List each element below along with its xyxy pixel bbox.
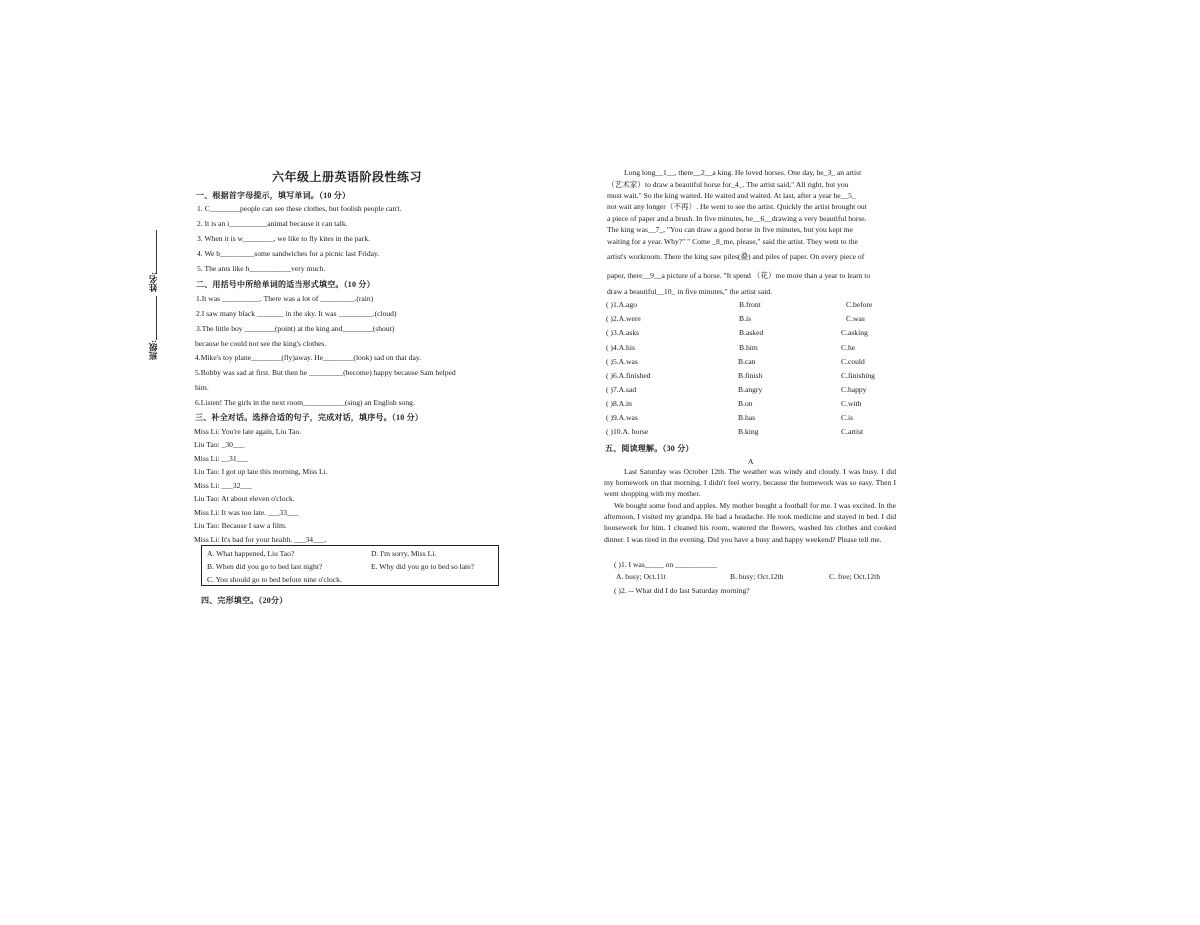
choice-5-b: B.can — [738, 357, 756, 366]
class-underline — [156, 296, 157, 340]
dialog-line-6: Liu Tao: At about eleven o'clock. — [194, 494, 295, 503]
sec1-item-1: 1. C________people can see these clothes, but foolish people can't. — [197, 204, 402, 213]
option-b: B. When did you go to bed last night? — [207, 562, 323, 571]
choice-8-a: ( )8.A.in — [606, 399, 632, 408]
choice-4-c: C.he — [841, 343, 856, 352]
passage-line-1: Long long__1__, there__2__a king. He loved horses. One day, he_3_ an artist — [624, 168, 862, 177]
passage-line-9: paper, there__9__a picture of a horse. "It spend （花）me more than a year to learn to — [607, 271, 871, 280]
sec1-item-4: 4. We b_________some sandwiches for a picnic last Friday. — [197, 249, 380, 258]
choice-6-c: C.finishing — [841, 371, 875, 380]
sec1-item-3: 3. When it is w________, we like to fly kites in the park. — [197, 234, 371, 243]
sec2-item-3-cont: because he could not see the king's clothes. — [195, 339, 327, 348]
choice-8-c: C.with — [841, 399, 862, 408]
choice-9-b: B.has — [738, 413, 756, 422]
choice-7-a: ( )7.A.sad — [606, 385, 637, 394]
choice-4-a: ( )4.A.his — [606, 343, 635, 352]
sec2-item-5-cont: him. — [195, 383, 209, 392]
choice-1-a: ( )1.A.ago — [606, 300, 637, 309]
dialog-line-3: Miss Li: __31___ — [194, 454, 249, 463]
choice-10-b: B.king — [738, 427, 759, 436]
choice-9-a: ( )9.A.was — [606, 413, 638, 422]
reading-label: A — [748, 457, 754, 466]
choice-7-b: B.angry — [738, 385, 763, 394]
option-d: D. I'm sorry, Miss Li. — [371, 549, 437, 558]
dialog-line-2: Liu Tao: _30___ — [194, 440, 245, 449]
choice-9-c: C.is — [841, 413, 854, 422]
passage-line-8: artist's workroom. There the king saw piles(叠) and piles of paper. On every piece of — [607, 252, 865, 261]
passage-line-7: waiting for a year. Why?" " Come _8_me, please," said the artist. They went to the — [607, 237, 858, 246]
name-label: 姓名: — [148, 272, 158, 292]
choice-4-b: B.him — [739, 343, 758, 352]
reading-para-1-text: Last Saturday was October 12th. The weather was windy and cloudy. I was busy. I did my homework on that morning. I didn't feel worry, because the homework was so easy. Then I went shopping with my mother. — [604, 467, 896, 499]
choice-6-b: B.finish — [738, 371, 763, 380]
option-c: C. You should go to bed before nine o'clock. — [207, 575, 342, 584]
reading-para-2-text: We bought some food and apples. My mother bought a football for me. I was excited. In the afternoon, I visited my grandpa. He had a headache. He took medicine and stayed in bed. I did housework for him. I cleaned his room, watered the flowers, washed his clothes and cooked dinner. I was tired in the evening. Did you have a busy and happy weekend? Please tell me. — [604, 501, 896, 544]
section4-heading: 四、完形填空。（20分） — [201, 596, 288, 605]
sec2-item-4: 4.Mike's toy plane________(fly)away. He________(look) sad on that day. — [195, 353, 422, 362]
reading-para-2 — [604, 500, 896, 545]
reading-q1-option-b: B. busy; Oct.12th — [730, 572, 784, 581]
choice-5-a: ( )5.A.was — [606, 357, 638, 366]
choice-7-c: C.happy — [841, 385, 867, 394]
dialog-line-8: Liu Tao: Because I saw a film. — [194, 521, 287, 530]
section1-heading: 一、根据首字母提示，填写单词。（10 分） — [196, 191, 351, 200]
choice-1-c: C.before — [846, 300, 873, 309]
dialog-line-9: Miss Li: It's bad for your health. ___34___. — [194, 535, 327, 544]
passage-line-6: The king was__7_, "You can draw a good horse in five minutes, but you kept me — [607, 225, 853, 234]
name-underline — [156, 230, 157, 274]
choice-2-a: ( )2.A.were — [606, 314, 641, 323]
section2-heading: 二、用括号中所给单词的适当形式填空。（10 分） — [196, 280, 375, 289]
page-title: 六年级上册英语阶段性练习 — [272, 170, 423, 184]
section5-heading: 五、阅读理解。（30 分） — [605, 444, 694, 453]
passage-line-2: （艺术家）to draw a beautiful horse for_4_. The artist said," All right, but you — [607, 180, 849, 189]
choice-3-a: ( )3.A.asks — [606, 328, 640, 337]
dialog-line-1: Miss Li: You're late again, Liu Tao. — [194, 427, 302, 436]
passage-line-10: draw a beautiful__10_ in five minutes," the artist said. — [607, 287, 773, 296]
choice-6-a: ( )6.A.finished — [606, 371, 651, 380]
dialog-line-4: Liu Tao: I got up late this morning, Miss Li. — [194, 467, 328, 476]
sec2-item-6: 6.Listen! The girls in the next room___________(sing) an English song. — [195, 398, 415, 407]
choice-3-b: B.asked — [739, 328, 764, 337]
sec2-item-3: 3.The little boy ________(point) at the king and________(shout) — [196, 324, 395, 333]
reading-q1-option-a: A. busy; Oct.11t — [616, 572, 666, 581]
sec1-item-5: 5. The ants like h___________very much. — [197, 264, 326, 273]
passage-line-3: must wait." So the king waited. He waited and waited. At last, after a year he__5_ — [607, 191, 856, 200]
choice-8-b: B.on — [738, 399, 753, 408]
reading-para-1 — [604, 466, 896, 500]
sec1-item-2: 2. It is an i__________animal because it can talk. — [197, 219, 348, 228]
choice-5-c: C.could — [841, 357, 865, 366]
dialog-line-7: Miss Li: It was too late. ___33___ — [194, 508, 299, 517]
reading-q1-option-c: C. free; Oct.12th — [829, 572, 881, 581]
dialog-line-5: Miss Li: ___32___ — [194, 481, 252, 490]
sec2-item-1: 1.It was __________. There was a lot of _________.(rain) — [196, 294, 374, 303]
passage-line-4: not wait any longer（不再）. He went to see the artist. Quickly the artist brought out — [607, 202, 867, 211]
reading-q1: ( )1. I was_____ on ___________ — [614, 560, 717, 569]
passage-line-5: a piece of paper and a brush. In five minutes, he__6__drawing a very beautiful horse. — [607, 214, 867, 223]
option-a: A. What happened, Liu Tao? — [207, 549, 295, 558]
choice-3-c: C.asking — [841, 328, 868, 337]
choice-2-b: B.is — [739, 314, 752, 323]
option-e: E. Why did you go to bed so late? — [371, 562, 474, 571]
sec2-item-2: 2.I saw many black _______ in the sky. It was _________.(cloud) — [196, 309, 397, 318]
choice-1-b: B.front — [739, 300, 761, 309]
reading-q2: ( )2. -- What did I do last Saturday morning? — [614, 586, 750, 595]
sec2-item-5: 5.Bobby was sad at first. But then he _________(become) happy because Sam helped — [195, 368, 456, 377]
section3-heading: 三、补全对话。选择合适的句子，完成对话，填序号。（10 分） — [195, 413, 423, 422]
choice-2-c: C.was — [846, 314, 865, 323]
class-label: 班级: — [148, 340, 158, 360]
choice-10-c: C.artist — [841, 427, 864, 436]
choice-10-a: ( )10.A. horse — [606, 427, 649, 436]
